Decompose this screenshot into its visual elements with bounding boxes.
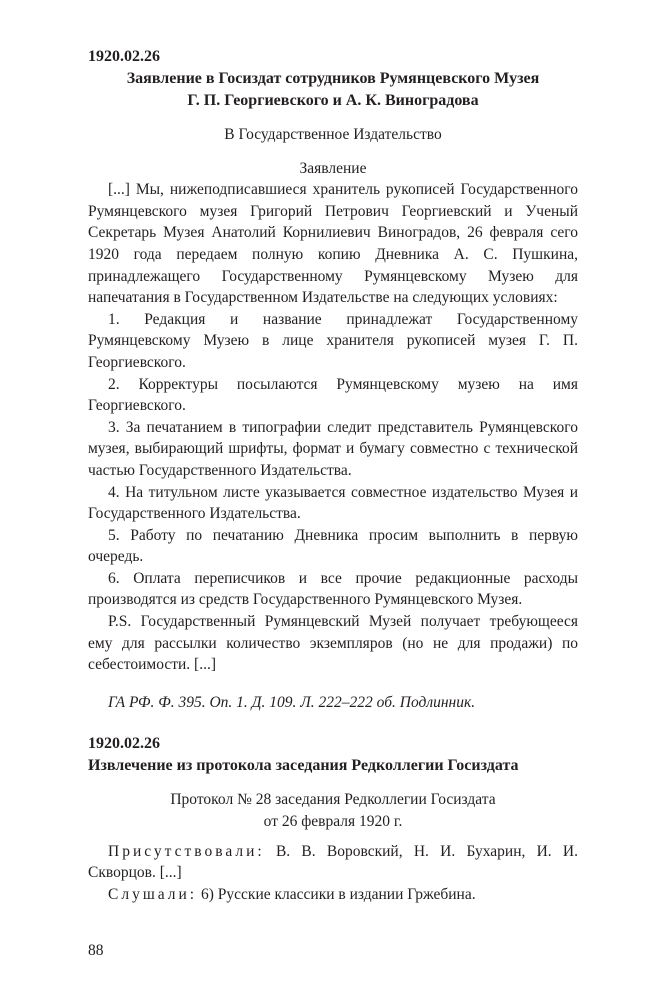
doc2-protocol-line2: от 26 февраля 1920 г. xyxy=(263,813,403,831)
doc1-item-1: 1. Редакция и название принадлежат Государственному Румянцевскому Музею в лице хранителя рукописей музея Г. П. Георгиевского. xyxy=(88,310,578,371)
doc2-protocol-line1: Протокол № 28 заседания Редколлегии Госиздата xyxy=(170,791,496,809)
doc2-heard-label: Слушали: xyxy=(108,885,198,903)
doc2-present xyxy=(88,841,578,884)
doc1-item-2: 2. Корректуры посылаются Румянцевскому музею на имя Георгиевского. xyxy=(88,375,578,415)
doc1-heading: Заявление xyxy=(299,159,367,177)
doc1-addressee: В Государственное Издательство xyxy=(224,126,442,143)
doc1-title-line2: Г. П. Георгиевского и А. К. Виноградова xyxy=(187,92,479,109)
doc1-intro: [...] Мы, нижеподписавшиеся хранитель рукописей Государственного Румянцевского музея Григорий Петрович Георгиевский и Ученый Секретарь Музея Анатолий Корнилиевич Виноградов, 26 февраля сего 1920 года передаем полную копию Дневника А. С. Пушкина, принадлежащего Государственному Румянцевскому Музею для напечатания в Государственном Издательстве на следующих условиях: xyxy=(88,181,578,307)
doc2-present-label: Присутствовали: xyxy=(108,842,265,860)
doc2-heard-text: 6) Русские классики в издании Гржебина. xyxy=(197,885,476,903)
doc2-present-text: В. В. Воровский, Н. И. Бухарин, И. И. Скворцов. [...] xyxy=(88,842,578,882)
doc1-item-5: 5. Работу по печатанию Дневника просим выполнить в первую очередь. xyxy=(88,526,578,566)
doc1-title-line1: Заявление в Госиздат сотрудников Румянцевского Музея xyxy=(126,70,540,87)
doc2-title: Извлечение из протокола заседания Редколлегии Госиздата xyxy=(88,757,519,775)
doc1-item-6: 6. Оплата переписчиков и все прочие редакционные расходы производятся из средств Государственного Румянцевского Музея. xyxy=(88,569,578,609)
page-content xyxy=(88,46,578,905)
doc1-postscript: P.S. Государственный Румянцевский Музей получает требующееся ему для рассылки количество экземпляров (но не для продажи) по себестоимости. [...] xyxy=(88,613,578,674)
doc1-item-3: 3. За печатанием в типографии следит представитель Румянцевского музея, выбирающий шрифты, формат и бумагу совместно с технической частью Государственного Издательства. xyxy=(88,418,578,479)
doc1-source: ГА РФ. Ф. 395. Оп. 1. Д. 109. Л. 222–222 об. Подлинник. xyxy=(108,693,476,711)
doc2-heard xyxy=(88,884,578,906)
doc2-date: 1920.02.26 xyxy=(88,735,160,753)
doc1-item-4: 4. На титульном листе указывается совместное издательство Музея и Государственного Издательства. xyxy=(88,483,578,523)
page-number: 88 xyxy=(88,942,104,959)
doc1-date: 1920.02.26 xyxy=(88,48,160,65)
